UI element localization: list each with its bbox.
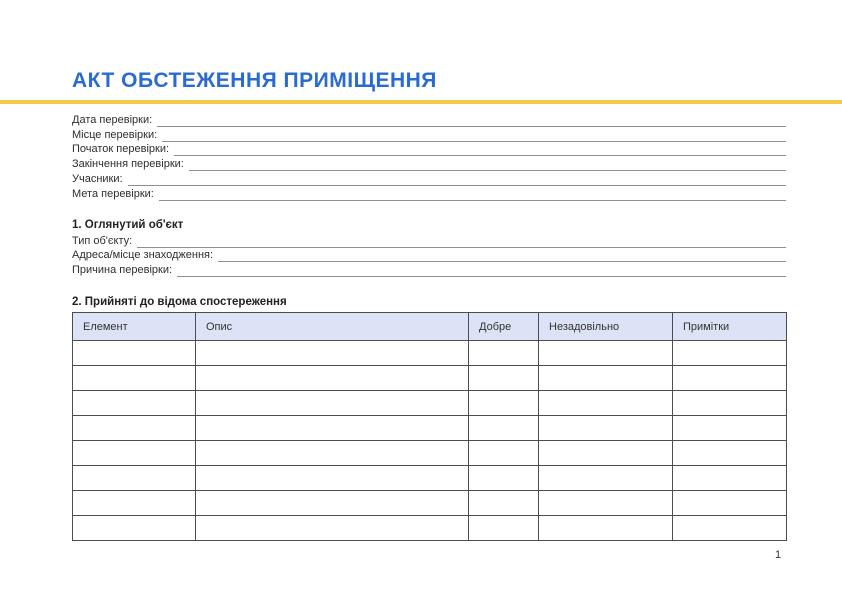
col-header-notes: Примітки <box>673 313 787 341</box>
field-object-type <box>72 233 786 248</box>
table-cell <box>539 516 673 541</box>
field-participants <box>72 171 786 186</box>
field-label: Адреса/місце знаходження: <box>72 249 214 262</box>
blank-line <box>174 144 786 156</box>
blank-line <box>189 159 786 171</box>
table-cell <box>673 416 787 441</box>
field-label: Мета перевірки: <box>72 187 154 200</box>
field-label: Тип об'єкту: <box>72 234 133 247</box>
table-cell <box>196 391 469 416</box>
table-cell <box>73 341 196 366</box>
table-cell <box>673 341 787 366</box>
field-date <box>72 112 786 127</box>
table-header-row <box>73 313 787 341</box>
field-label: Закінчення перевірки: <box>72 158 184 171</box>
table-cell <box>673 366 787 391</box>
field-label: Учасники: <box>72 172 123 185</box>
table-row <box>73 366 787 391</box>
blank-line <box>177 265 786 277</box>
table-cell <box>673 466 787 491</box>
table-cell <box>469 416 539 441</box>
table-cell <box>73 441 196 466</box>
table-cell <box>196 341 469 366</box>
table-row <box>73 441 787 466</box>
field-label: Причина перевірки: <box>72 264 173 277</box>
table-cell <box>469 366 539 391</box>
table-cell <box>73 391 196 416</box>
table-cell <box>673 391 787 416</box>
table-row <box>73 516 787 541</box>
field-place <box>72 127 786 142</box>
field-reason <box>72 262 786 277</box>
table-cell <box>73 416 196 441</box>
col-header-element: Елемент <box>73 313 196 341</box>
general-fields <box>72 112 786 201</box>
table-row <box>73 491 787 516</box>
table-cell <box>196 491 469 516</box>
field-label: Початок перевірки: <box>72 143 170 156</box>
table-cell <box>673 516 787 541</box>
field-start-time <box>72 142 786 157</box>
table-cell <box>196 516 469 541</box>
table-row <box>73 341 787 366</box>
table-cell <box>196 416 469 441</box>
table-cell <box>469 466 539 491</box>
section-1-fields <box>72 233 786 277</box>
table-cell <box>539 391 673 416</box>
table-cell <box>73 466 196 491</box>
table-cell <box>469 341 539 366</box>
table-cell <box>673 491 787 516</box>
field-purpose <box>72 186 786 201</box>
table-cell <box>539 341 673 366</box>
observations-table <box>72 312 787 541</box>
col-header-description: Опис <box>196 313 469 341</box>
table-cell <box>539 366 673 391</box>
section-2-heading: 2. Прийняті до відома спостереження <box>72 296 287 309</box>
table-cell <box>469 516 539 541</box>
blank-line <box>157 115 786 127</box>
page-title: АКТ ОБСТЕЖЕННЯ ПРИМІЩЕННЯ <box>72 69 437 92</box>
field-label: Місце перевірки: <box>72 128 158 141</box>
table-cell <box>73 366 196 391</box>
table-cell <box>539 491 673 516</box>
blank-line <box>128 174 786 186</box>
observations-table-body <box>73 341 787 541</box>
section-1-heading: 1. Оглянутий об'єкт <box>72 218 184 231</box>
col-header-unsatisfactory: Незадовільно <box>539 313 673 341</box>
table-cell <box>539 466 673 491</box>
field-label: Дата перевірки: <box>72 113 153 126</box>
table-cell <box>673 441 787 466</box>
table-cell <box>469 491 539 516</box>
page-number: 1 <box>775 549 782 561</box>
table-cell <box>469 391 539 416</box>
table-cell <box>539 441 673 466</box>
field-end-time <box>72 156 786 171</box>
table-cell <box>73 491 196 516</box>
table-row <box>73 391 787 416</box>
table-cell <box>196 366 469 391</box>
document-content <box>72 112 786 541</box>
table-cell <box>196 441 469 466</box>
table-row <box>73 416 787 441</box>
blank-line <box>218 250 786 262</box>
table-cell <box>539 416 673 441</box>
col-header-good: Добре <box>469 313 539 341</box>
table-cell <box>469 441 539 466</box>
blank-line <box>137 236 786 248</box>
table-cell <box>196 466 469 491</box>
yellow-divider <box>0 100 842 104</box>
field-address <box>72 248 786 263</box>
table-cell <box>73 516 196 541</box>
blank-line <box>162 130 786 142</box>
table-row <box>73 466 787 491</box>
blank-line <box>159 189 786 201</box>
